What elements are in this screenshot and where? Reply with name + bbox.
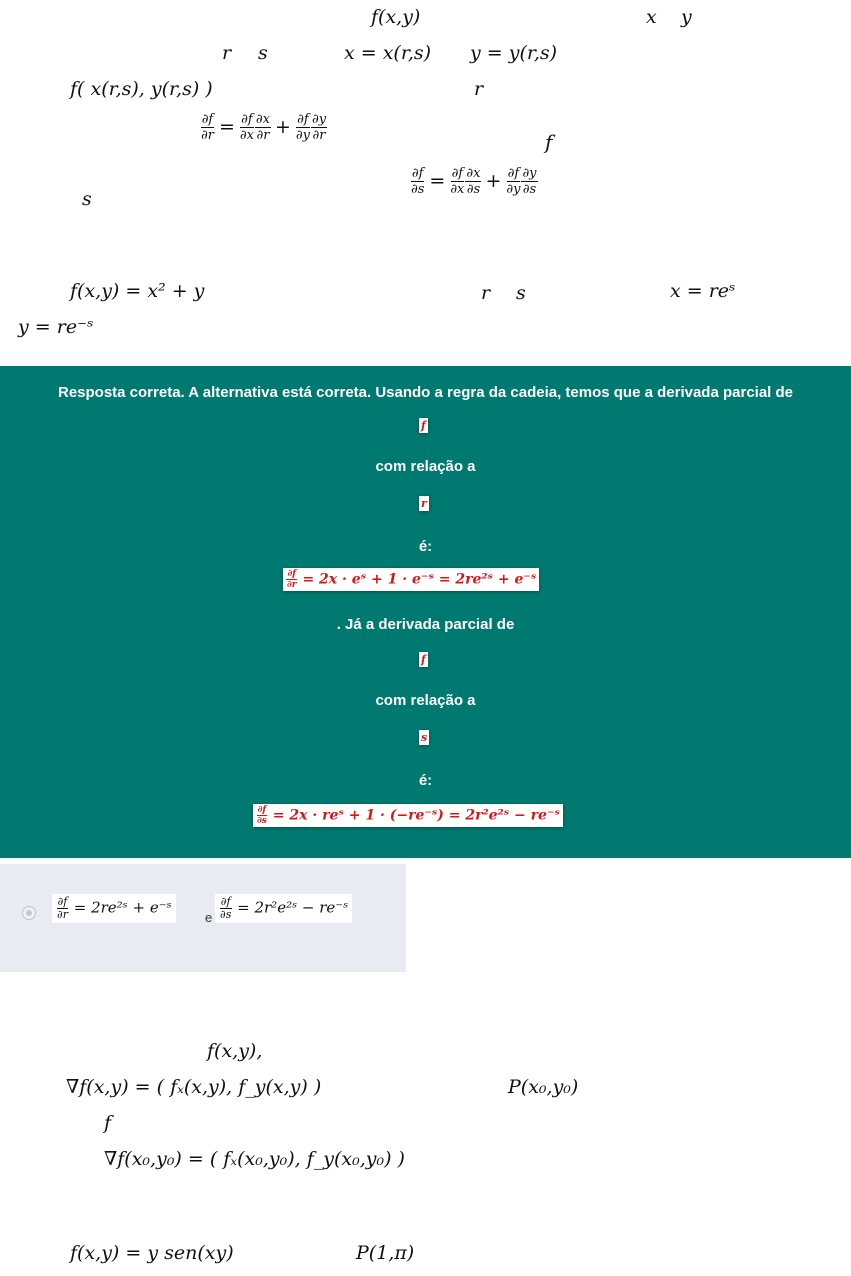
chain-rule-s: $\frac{\partial f}{\partial s}$ = $\frac{\partial f}{\partial x}$ $\frac{\partial x}{\partial s}$ + $\frac{\partial f}{\partial y}$ $\frac{\partial y}{\partial s}$ (411, 166, 537, 197)
answer-formula-b: $\frac{\partial f}{\partial s}$ = 2r²e²ˢ − re⁻ˢ (215, 894, 352, 923)
math-r-label: r (474, 78, 484, 100)
math-given-s: s (516, 282, 526, 304)
feedback-relation-s: com relação a (375, 692, 476, 709)
answer-and: e (205, 910, 213, 925)
math-y-of-rs: y = y(r,s) (470, 42, 558, 64)
math-f-label-2: f (104, 1112, 112, 1134)
math-var-x: x (646, 6, 657, 28)
math-gradient-at-point: ∇f(x₀,y₀) = ( fₓ(x₀,y₀), f_y(x₀,y₀) ) (104, 1148, 405, 1170)
feedback-mid: . Já a derivada parcial de (336, 616, 515, 633)
math-given-p: P(1,π) (356, 1242, 415, 1264)
math-given-f-2: f(x,y) = y sen(xy) (70, 1242, 234, 1264)
math-var-s: s (258, 42, 268, 64)
math-given-f: f(x,y) = x² + y (70, 280, 205, 302)
math-given-x: x = reˢ (670, 280, 736, 302)
chain-rule-r: $\frac{\partial f}{\partial r}$ = $\frac{\partial f}{\partial x}$ $\frac{\partial x}{\partial r}$ + $\frac{\partial f}{\partial y}$ $\frac{\partial y}{\partial r}$ (201, 112, 327, 143)
feedback-is-1: é: (418, 538, 433, 555)
math-x-of-rs: x = x(r,s) (344, 42, 432, 64)
feedback-r-chip: r (421, 497, 427, 510)
math-var-r: r (222, 42, 232, 64)
math-s-label: s (82, 188, 92, 210)
feedback-formula-ds: $\frac{\partial f}{\partial s}$ = 2x · reˢ + 1 · (−re⁻ˢ) = 2r²e²ˢ − re⁻ˢ (253, 804, 563, 827)
feedback-is-2: é: (418, 772, 433, 789)
feedback-f-chip-2: f (421, 653, 426, 666)
math-f-label: f (545, 130, 553, 154)
answer-radio[interactable] (22, 906, 36, 920)
feedback-s-chip: s (421, 731, 428, 744)
feedback-f-chip: f (421, 419, 426, 432)
answer-formula-a: $\frac{\partial f}{\partial r}$ = 2re²ˢ + e⁻ˢ (52, 894, 176, 923)
math-given-y: y = re⁻ˢ (18, 316, 94, 338)
math-var-y: y (681, 6, 692, 28)
math-f-xy-2: f(x,y), (207, 1040, 263, 1062)
feedback-relation-r: com relação a (375, 458, 476, 475)
feedback-intro: Resposta correta. A alternativa está correta. Usando a regra da cadeia, temos que a derivada parcial de (57, 384, 794, 401)
math-f-xy: f(x,y) (371, 6, 421, 28)
math-gradient-def: ∇f(x,y) = ( fₓ(x,y), f_y(x,y) ) (66, 1076, 322, 1098)
math-composite: f( x(r,s), y(r,s) ) (70, 78, 213, 100)
math-point-p: P(x₀,y₀) (508, 1076, 579, 1098)
math-given-r: r (481, 282, 491, 304)
feedback-panel (0, 366, 851, 858)
feedback-formula-dr: $\frac{\partial f}{\partial r}$ = 2x · eˢ + 1 · e⁻ˢ = 2re²ˢ + e⁻ˢ (283, 568, 539, 591)
